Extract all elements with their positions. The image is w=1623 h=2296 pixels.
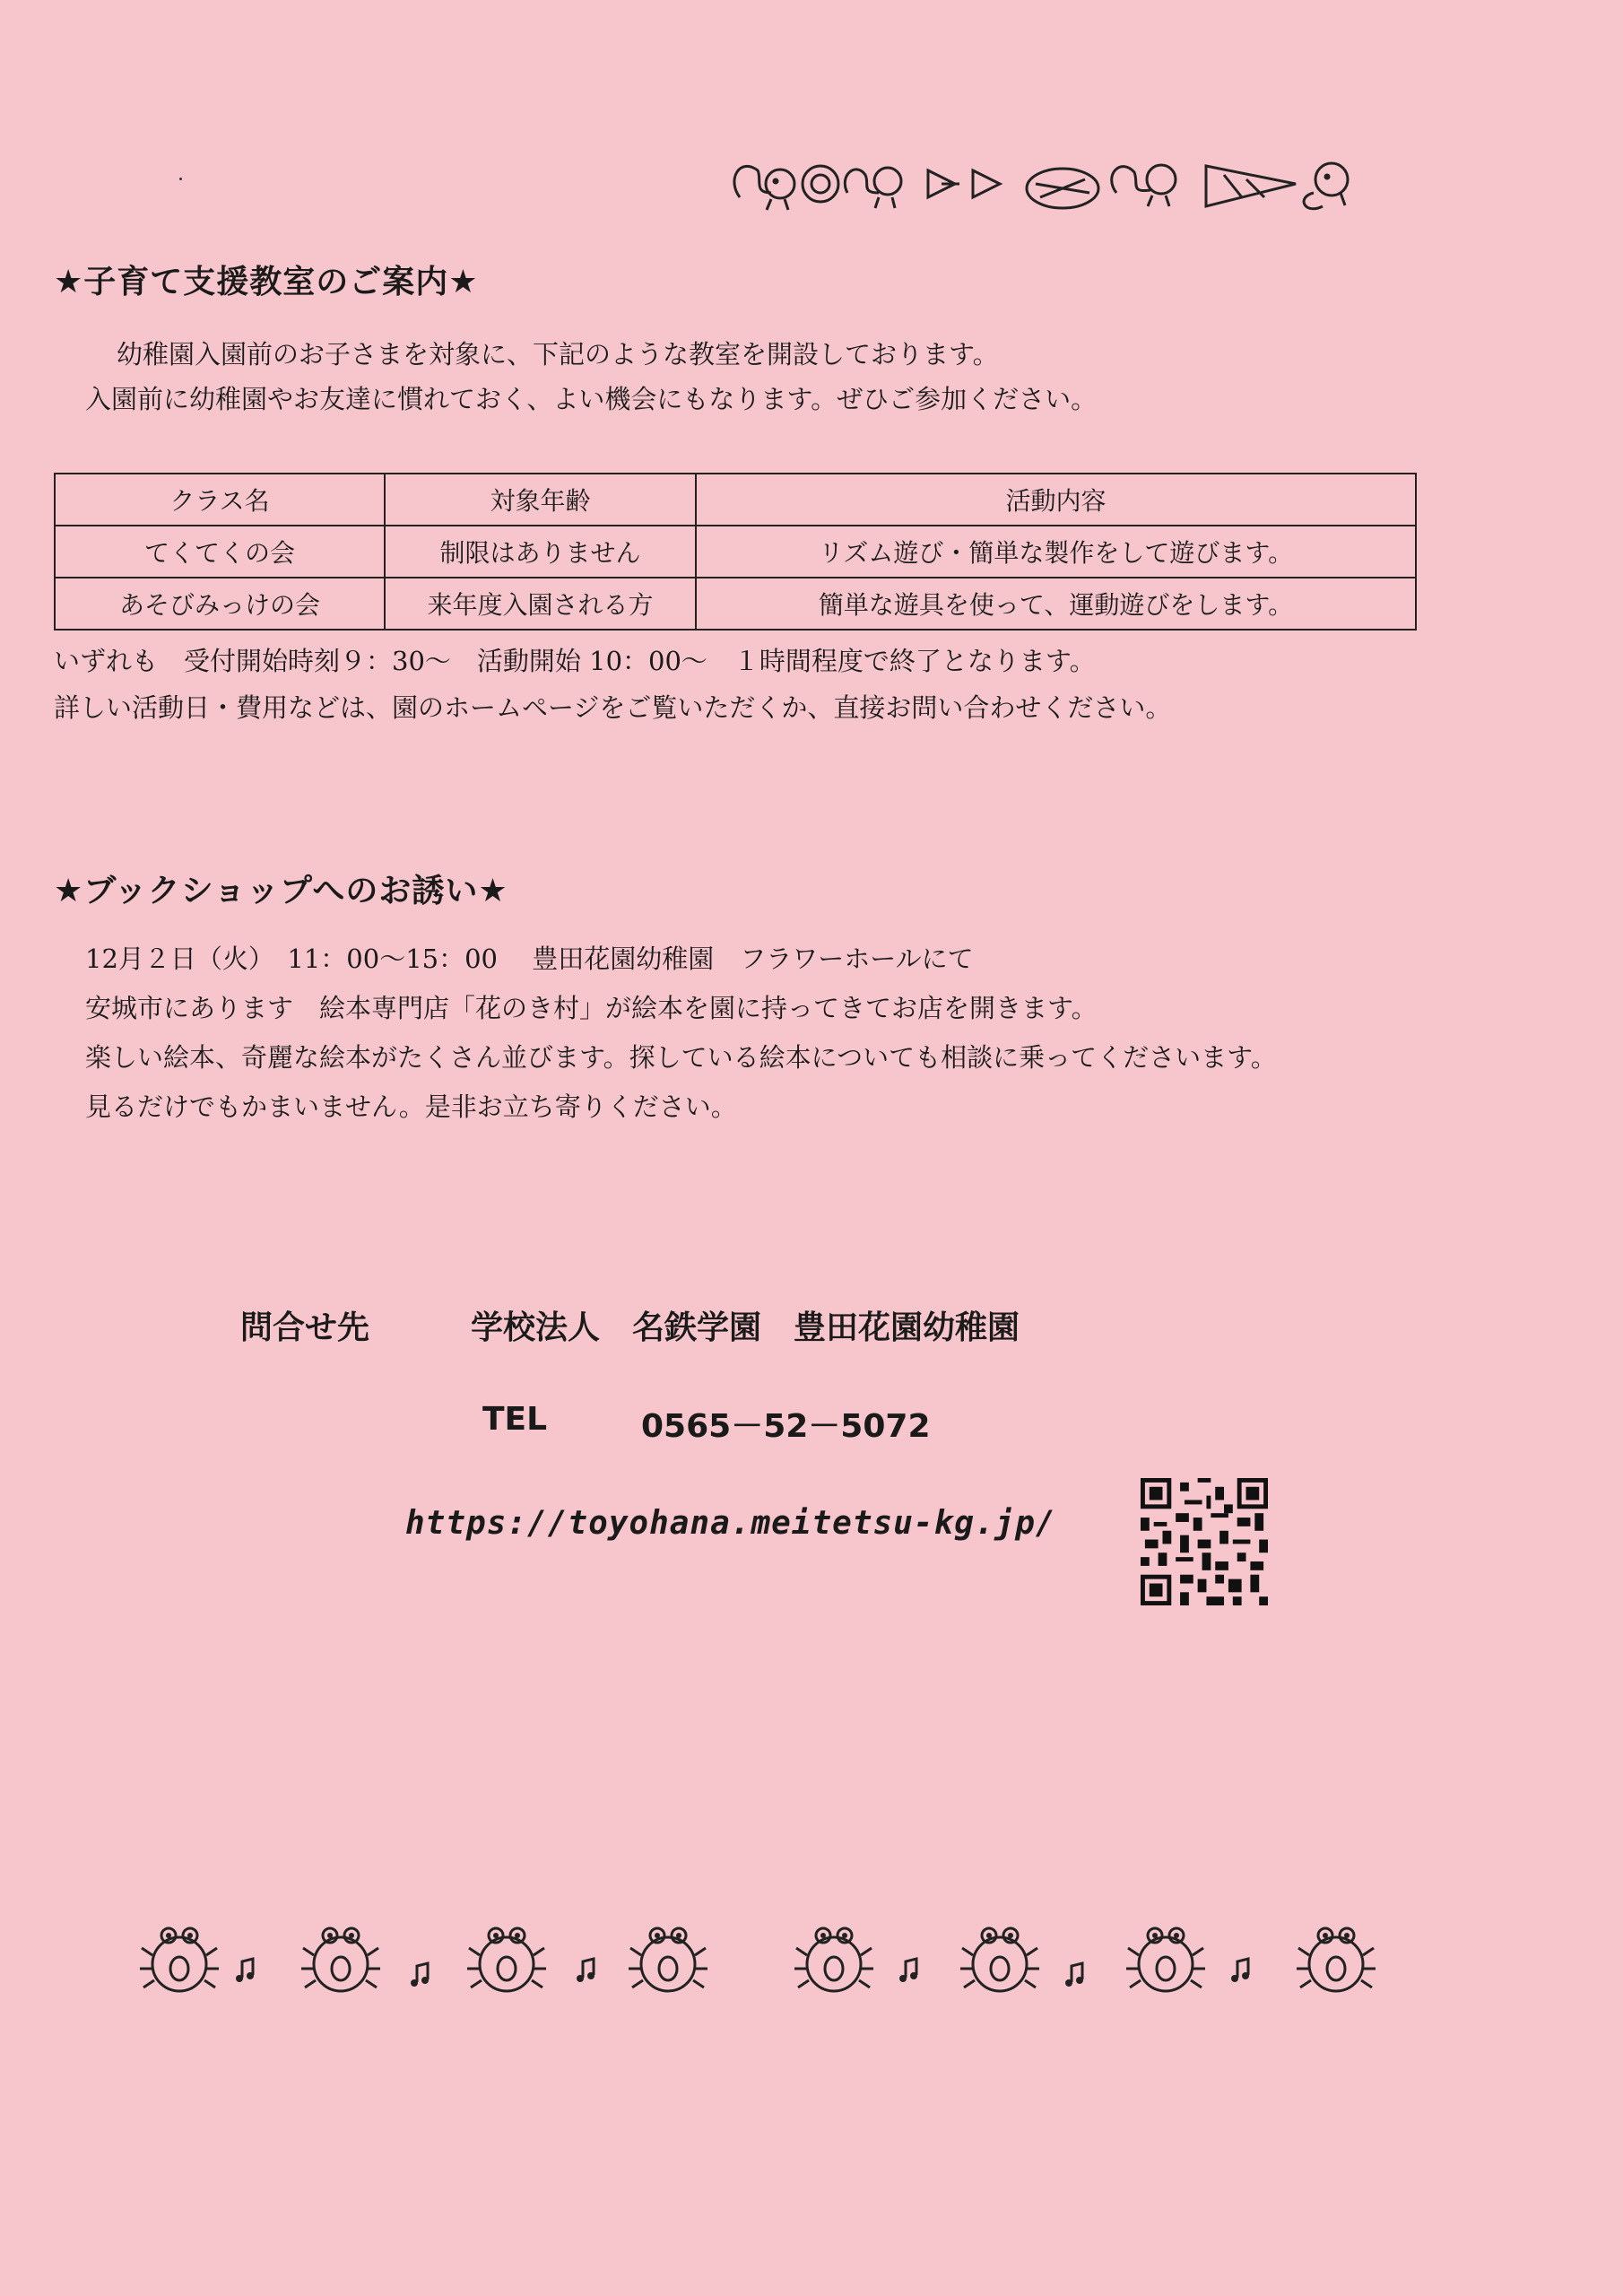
top-decorative-border bbox=[722, 144, 1367, 224]
bookshop-heading: ★ブックショップへのお誘い★ bbox=[54, 873, 508, 909]
bottom-crab-border bbox=[135, 1910, 1435, 2009]
table-row bbox=[55, 526, 1416, 578]
table-row bbox=[55, 578, 1416, 630]
contact-label: 問合せ先 bbox=[240, 1309, 370, 1346]
header-class-name: クラス名 bbox=[55, 474, 385, 526]
header-activity: 活動内容 bbox=[696, 474, 1416, 526]
table-cell: 簡単な遊具を使って、運動遊びをします。 bbox=[696, 578, 1416, 630]
intro-line-2: 入園前に幼稚園やお友達に慣れておく、よい機会にもなります。ぜひご参加ください。 bbox=[85, 384, 1098, 414]
bookshop-line-1: 12月２日（火） 11：00～15：00 豊田花園幼稚園 フラワーホールにて bbox=[85, 944, 974, 974]
bookshop-line-3: 楽しい絵本、奇麗な絵本がたくさん並びます。探している絵本についても相談に乗ってくださいます。 bbox=[85, 1042, 1277, 1073]
table-cell: あそびみっけの会 bbox=[55, 578, 385, 630]
table-cell: 来年度入園される方 bbox=[385, 578, 696, 630]
note-line-2: 詳しい活動日・費用などは、園のホームページをご覧いただくか、直接お問い合わせください。 bbox=[54, 692, 1172, 723]
table-cell: 制限はありません bbox=[385, 526, 696, 578]
support-class-heading: ★子育て支援教室のご案内★ bbox=[54, 264, 479, 300]
bookshop-line-4: 見るだけでもかまいません。是非お立ち寄りください。 bbox=[85, 1091, 737, 1122]
note-line-1: いずれも 受付開始時刻９：30～ 活動開始 10：00～ １時間程度で終了となります。 bbox=[54, 646, 1096, 676]
tel-number: 0565－52－5072 bbox=[641, 1408, 931, 1445]
table-cell: リズム遊び・簡単な製作をして遊びます。 bbox=[696, 526, 1416, 578]
contact-organization: 学校法人 名鉄学園 豊田花園幼稚園 bbox=[471, 1309, 1020, 1346]
tel-label: TEL bbox=[482, 1401, 548, 1438]
table-header-row bbox=[55, 474, 1416, 526]
table-cell: てくてくの会 bbox=[55, 526, 385, 578]
speck bbox=[179, 178, 182, 180]
intro-line-1: 幼稚園入園前のお子さまを対象に、下記のような教室を開設しております。 bbox=[117, 339, 999, 370]
class-table bbox=[54, 473, 1417, 631]
website-url[interactable]: https://toyohana.meitetsu-kg.jp/ bbox=[405, 1505, 1056, 1542]
qr-code-icon bbox=[1141, 1478, 1268, 1605]
header-target-age: 対象年齢 bbox=[385, 474, 696, 526]
bookshop-line-2: 安城市にあります 絵本専門店「花のき村」が絵本を園に持ってきてお店を開きます。 bbox=[85, 993, 1098, 1023]
